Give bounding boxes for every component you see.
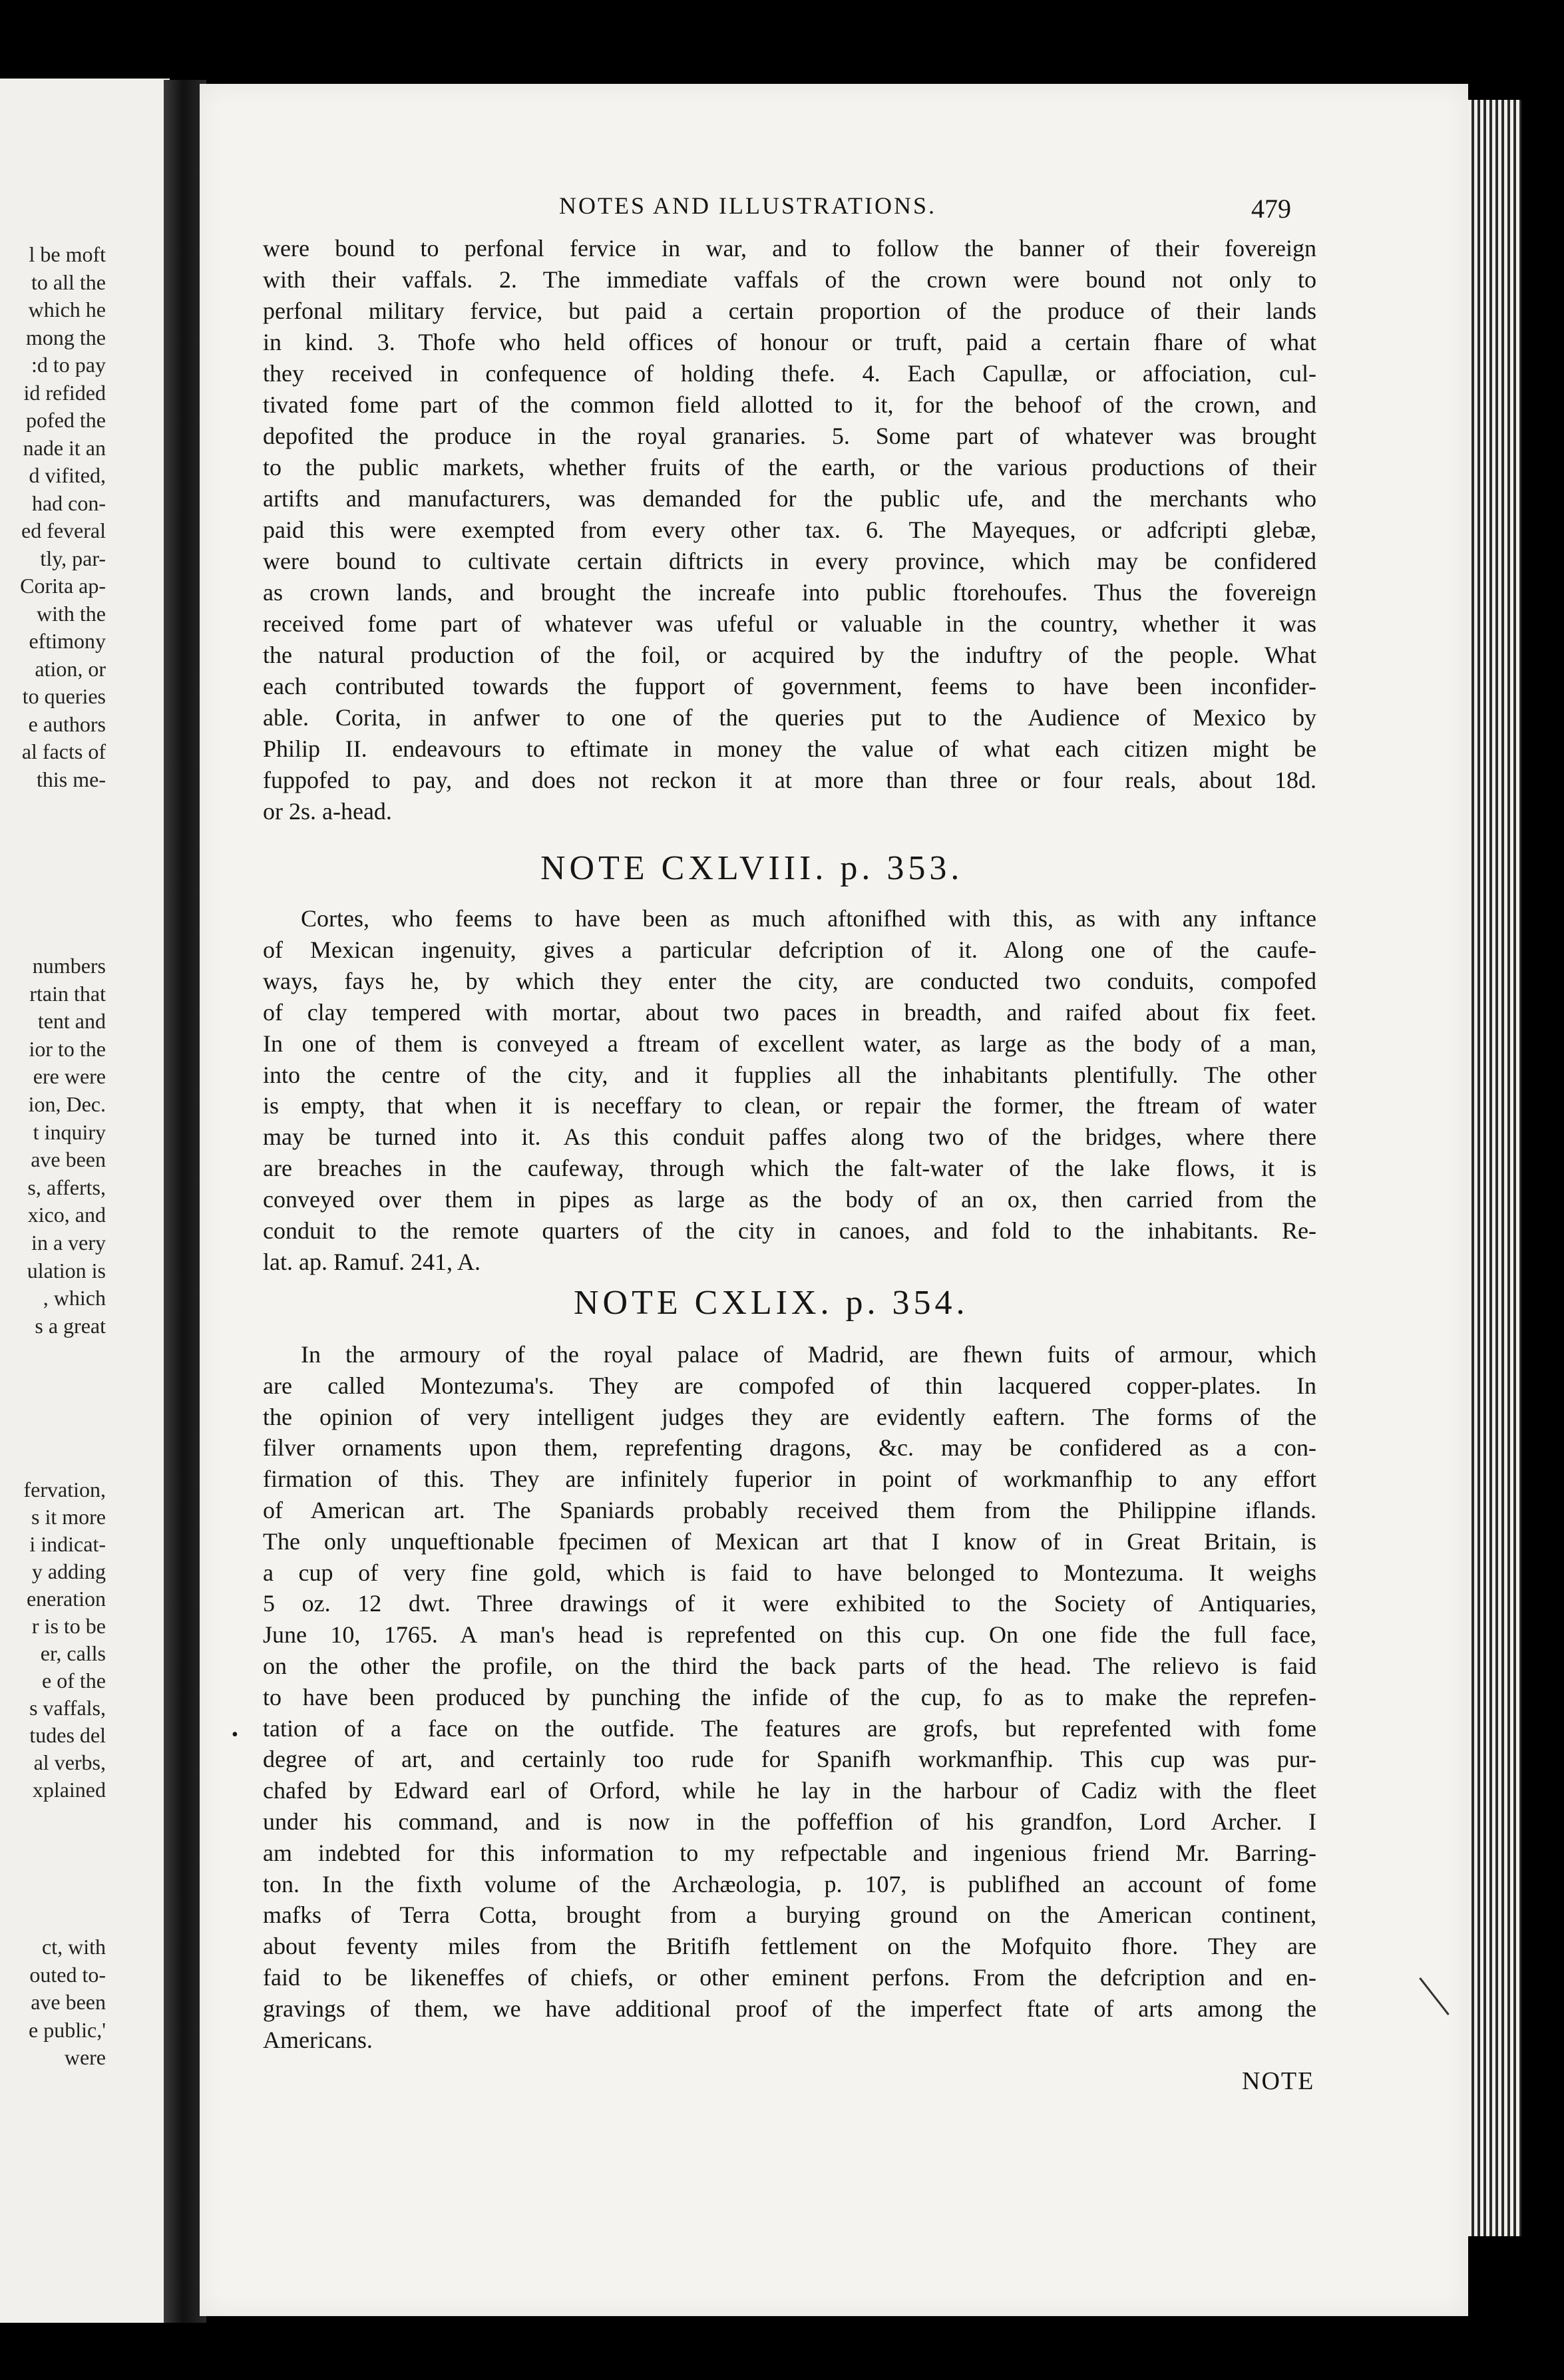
facing-page-line: er, calls (40, 1641, 106, 1665)
text-line: artifts and manufacturers, was demanded for the public ufe, and the merchants who (263, 485, 1316, 512)
facing-page-line: y adding (31, 1559, 106, 1583)
text-line: in kind. 3. Thofe who held offices of honour or truft, paid a certain fhare of what (263, 329, 1316, 355)
text-line: In one of them is conveyed a ftream of excellent water, as large as the body of a man, (263, 1030, 1316, 1057)
text-line: ways, fays he, by which they enter the city, are conducted two conduits, compofed (263, 967, 1316, 994)
text-line: am indebted for this information to my refpectable and ingenious friend Mr. Barring- (263, 1839, 1316, 1866)
text-line: conveyed over them in pipes as large as the body of an ox, then carried from the (263, 1186, 1316, 1213)
facing-page-line: to all the (31, 270, 106, 294)
facing-page-line: s, afferts, (27, 1175, 106, 1199)
running-head: NOTES AND ILLUSTRATIONS. (559, 192, 936, 219)
facing-page-line: l be moft (29, 242, 106, 266)
facing-page-line: xico, and (27, 1203, 106, 1227)
text-line: to the public markets, whether fruits of the earth, or the various productions of their (263, 454, 1316, 481)
text-line: under his command, and is now in the poffeffion of his grandfon, Lord Archer. I (263, 1808, 1316, 1835)
facing-page-line: fervation, (23, 1478, 106, 1501)
text-line: Americans. (263, 2026, 373, 2053)
text-line: as crown lands, and brought the increafe into public ftorehoufes. Thus the fovereign (263, 579, 1316, 606)
facing-page-line: eneration (26, 1587, 106, 1611)
facing-page-line: id refided (23, 380, 106, 405)
text-line: tation of a face on the outfide. The features are grofs, but reprefented with fome (263, 1714, 1316, 1742)
text-line: perfonal military fervice, but paid a certain proportion of the produce of their lands (263, 298, 1316, 324)
facing-page-line: with the (37, 601, 106, 626)
facing-page-line: ct, with (42, 1935, 106, 1959)
facing-page-line: tudes del (29, 1723, 106, 1747)
text-line: ton. In the fixth volume of the Archæologia, p. 107, is publifhed an account of fome (263, 1870, 1316, 1897)
facing-page-line: e public,' (29, 2017, 106, 2042)
text-line: received fome part of whatever was ufeful or valuable in the country, whether it was (263, 610, 1316, 637)
facing-page-line: i indicat- (29, 1532, 106, 1556)
facing-page (0, 79, 170, 2323)
text-line: were bound to cultivate certain diftricts in every province, which may be confidered (263, 548, 1316, 574)
facing-page-line: ation, or (35, 656, 106, 681)
text-line: about feventy miles from the Britifh fettlement on the Mofquito fhore. They are (263, 1933, 1316, 1960)
text-line: 5 oz. 12 dwt. Three drawings of it were exhibited to the Society of Antiquaries, (263, 1590, 1316, 1617)
facing-page-line: ave been (31, 1990, 106, 2014)
facing-page-line: ed feveral (21, 518, 106, 542)
text-line: depofited the produce in the royal granaries. 5. Some part of whatever was brought (263, 423, 1316, 449)
text-line: the natural production of the foil, or acquired by the induftry of the people. What (263, 642, 1316, 668)
text-line: The only unqueftionable fpecimen of Mexican art that I know of in Great Britain, is (263, 1527, 1316, 1555)
text-line: conduit to the remote quarters of the city in canoes, and fold to the inhabitants. Re- (263, 1217, 1316, 1244)
text-line: Philip II. endeavours to eftimate in money the value of what each citizen might be (263, 735, 1316, 762)
text-line: of American art. The Spaniards probably received them from the Philippine iflands. (263, 1497, 1316, 1523)
text-line: or 2s. a-head. (263, 798, 392, 825)
page-edges (1468, 100, 1521, 2236)
facing-page-line: ere were (33, 1064, 106, 1089)
facing-page-line: were (64, 2045, 106, 2069)
facing-page-line: this me- (37, 767, 106, 791)
facing-page-line: s vaffals, (29, 1696, 106, 1720)
text-line: In the armoury of the royal palace of Madrid, are fhewn fuits of armour, which (301, 1341, 1316, 1368)
facing-page-line: al facts of (21, 739, 106, 763)
text-line: of clay tempered with mortar, about two paces in breadth, and raifed about fix feet. (263, 998, 1316, 1026)
text-line: tivated fome part of the common field allotted to it, for the behoof of the crown, and (263, 391, 1316, 418)
facing-page-line: nade it an (23, 435, 106, 460)
text-line: mafks of Terra Cotta, brought from a burying ground on the American continent, (263, 1901, 1316, 1929)
text-line: to have been produced by punching the infide of the cup, fo as to make the reprefen- (263, 1683, 1316, 1710)
facing-page-line: to queries (22, 684, 106, 708)
page-number: 479 (1251, 194, 1291, 224)
facing-page-line: outed to- (29, 1962, 106, 1987)
text-line: are breaches in the caufeway, through which the falt-water of the lake flows, it is (263, 1155, 1316, 1182)
note-heading-148: NOTE CXLVIII. p. 353. (540, 849, 964, 887)
text-line: degree of art, and certainly too rude for Spanifh workmanfhip. This cup was pur- (263, 1746, 1316, 1773)
text-line: lat. ap. Ramuf. 241, A. (263, 1248, 481, 1275)
facing-page-line: al verbs, (33, 1750, 106, 1774)
facing-page-line: :d to pay (31, 353, 106, 377)
facing-page-line: e authors (28, 711, 106, 736)
facing-page-line: xplained (32, 1778, 106, 1802)
text-line: into the centre of the city, and it fupplies all the inhabitants plentifully. The other (263, 1061, 1316, 1088)
text-line: fuppofed to pay, and does not reckon it at more than three or four reals, about 18d. (263, 767, 1316, 793)
text-line: were bound to perfonal fervice in war, and to follow the banner of their fovereign (263, 235, 1316, 262)
text-line: each contributed towards the fupport of government, feems to have been inconfider- (263, 673, 1316, 699)
text-line: gravings of them, we have additional proof of the imperfect ftate of arts among the (263, 1995, 1316, 2022)
facing-page-line: tly, par- (40, 546, 106, 570)
facing-page-line: s a great (35, 1313, 106, 1338)
facing-page-line: eftimony (29, 629, 106, 653)
facing-page-line: tent and (37, 1009, 106, 1034)
facing-page-line: which he (28, 298, 106, 321)
facing-page-line: in a very (31, 1231, 106, 1255)
text-line: chafed by Edward earl of Orford, while he lay in the harbour of Cadiz with the fleet (263, 1777, 1316, 1804)
facing-page-line: ave been (31, 1147, 106, 1172)
margin-mark: • (232, 1724, 238, 1745)
text-line: they received in confequence of holding thefe. 4. Each Capullæ, or affociation, cul- (263, 360, 1316, 387)
text-line: able. Corita, in anfwer to one of the queries put to the Audience of Mexico by (263, 704, 1316, 731)
text-line: of Mexican ingenuity, gives a particular defcription of it. Along one of the caufe- (263, 936, 1316, 963)
facing-page-line: ior to the (29, 1036, 106, 1061)
facing-page-line: ion, Dec. (28, 1092, 106, 1116)
note-heading-149: NOTE CXLIX. p. 354. (574, 1284, 969, 1322)
facing-page-line: rtain that (29, 981, 106, 1006)
facing-page-line: , which (43, 1286, 106, 1310)
facing-page-line: Corita ap- (20, 574, 106, 598)
facing-page-line: s it more (31, 1505, 106, 1529)
facing-page-line: r is to be (31, 1614, 106, 1638)
text-line: with their vaffals. 2. The immediate vaffals of the crown were bound not only to (263, 266, 1316, 293)
text-line: are called Montezuma's. They are compofed of thin lacquered copper-plates. In (263, 1372, 1316, 1399)
text-line: may be turned into it. As this conduit paffes along two of the bridges, where there (263, 1123, 1316, 1151)
catchword: NOTE (1242, 2067, 1315, 2095)
facing-page-line: d vifited, (29, 463, 106, 487)
text-line: the opinion of very intelligent judges they are evidently eaftern. The forms of the (263, 1403, 1316, 1430)
facing-page-line: t inquiry (33, 1119, 106, 1144)
text-line: is empty, that when it is neceffary to clean, or repair the former, the ftream of water (263, 1092, 1316, 1119)
text-line: on the other the profile, on the third the back parts of the head. The relievo is faid (263, 1653, 1316, 1679)
text-line: Cortes, who feems to have been as much aftonifhed with this, as with any inftance (301, 905, 1316, 932)
facing-page-line: ulation is (27, 1258, 106, 1283)
text-line: firmation of this. They are infinitely fuperior in point of workmanfhip to any effort (263, 1466, 1316, 1493)
text-line: June 10, 1765. A man's head is reprefented on this cup. On one fide the full face, (263, 1621, 1316, 1649)
text-line: a cup of very fine gold, which is faid to have belonged to Montezuma. It weighs (263, 1559, 1316, 1586)
text-line: paid this were exempted from every other tax. 6. The Mayeques, or adfcripti glebæ, (263, 516, 1316, 543)
facing-page-line: e of the (42, 1669, 106, 1692)
text-line: filver ornaments upon them, reprefenting dragons, &c. may be confidered as a con- (263, 1434, 1316, 1462)
facing-page-line: mong the (26, 325, 106, 349)
facing-page-line: had con- (31, 491, 106, 515)
facing-page-line: numbers (32, 954, 106, 978)
text-line: faid to be likeneffes of chiefs, or other eminent perfons. From the defcription and en- (263, 1964, 1316, 1991)
facing-page-line: pofed the (26, 408, 106, 432)
